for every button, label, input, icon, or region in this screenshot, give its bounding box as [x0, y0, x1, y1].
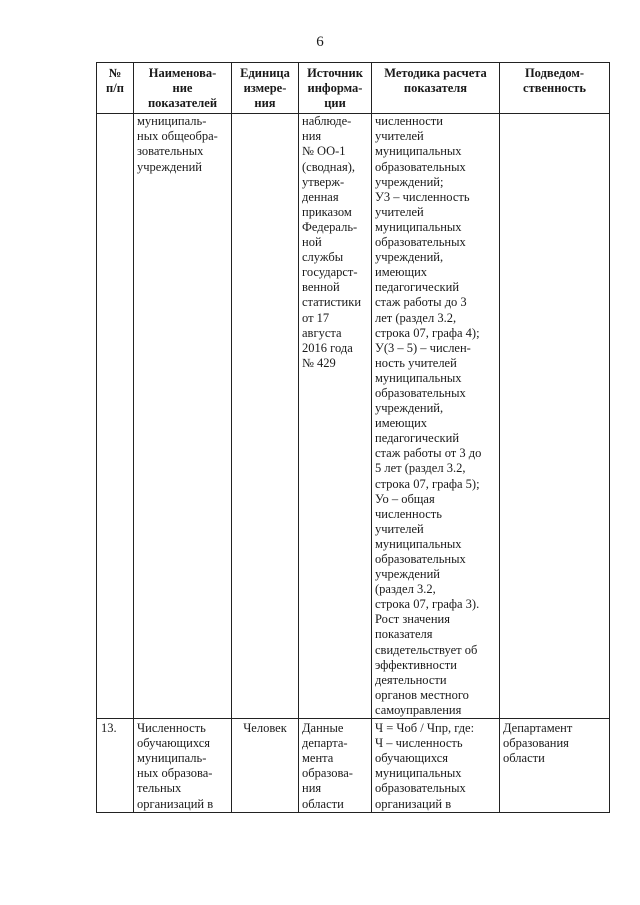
header-unit: Единица измере- ния	[232, 63, 299, 114]
header-source: Источник информа- ции	[299, 63, 372, 114]
page-number: 6	[316, 34, 324, 50]
department-cell: Департамент образования области	[500, 719, 610, 813]
indicators-table	[96, 62, 610, 813]
row-number-cell	[97, 114, 134, 719]
table-header-row	[97, 63, 610, 114]
unit-cell: Человек	[232, 719, 299, 813]
source-cell: наблюде- ния № ОО-1 (сводная), утверж- денная приказом Федераль- ной службы государст- венной статистики от 17 августа 2016 года № 429	[299, 114, 372, 719]
unit-cell	[232, 114, 299, 719]
indicator-name-cell: муниципаль- ных общеобра- зовательных учреждений	[134, 114, 232, 719]
header-number: № п/п	[97, 63, 134, 114]
table-row	[97, 114, 610, 719]
row-number-cell: 13.	[97, 719, 134, 813]
header-indicator-name: Наименова- ние показателей	[134, 63, 232, 114]
table-row	[97, 719, 610, 813]
header-department: Подведом- ственность	[500, 63, 610, 114]
department-cell	[500, 114, 610, 719]
header-method: Методика расчета показателя	[372, 63, 500, 114]
source-cell: Данные департа- мента образова- ния области	[299, 719, 372, 813]
method-cell: Ч = Чоб / Чпр, где: Ч – численность обучающихся муниципальных образовательных организаций в	[372, 719, 500, 813]
method-cell: численности учителей муниципальных образовательных учреждений; У3 – численность учителей муниципальных образовательных учреждений, имеющих педагогический стаж работы до 3 лет (раздел 3.2, строка 07, графа 4); У(3 – 5) – числен- ность учителей муниципальных образовательных учреждений, имеющих педагогический стаж работы от 3 до 5 лет (раздел 3.2, строка 07, графа 5); Уо – общая численность учителей муниципальных образовательных учреждений (раздел 3.2, строка 07, графа 3). Рост значения показателя свидетельствует об эффективности деятельности органов местного самоуправления	[372, 114, 500, 719]
indicator-name-cell: Численность обучающихся муниципаль- ных образова- тельных организаций в	[134, 719, 232, 813]
